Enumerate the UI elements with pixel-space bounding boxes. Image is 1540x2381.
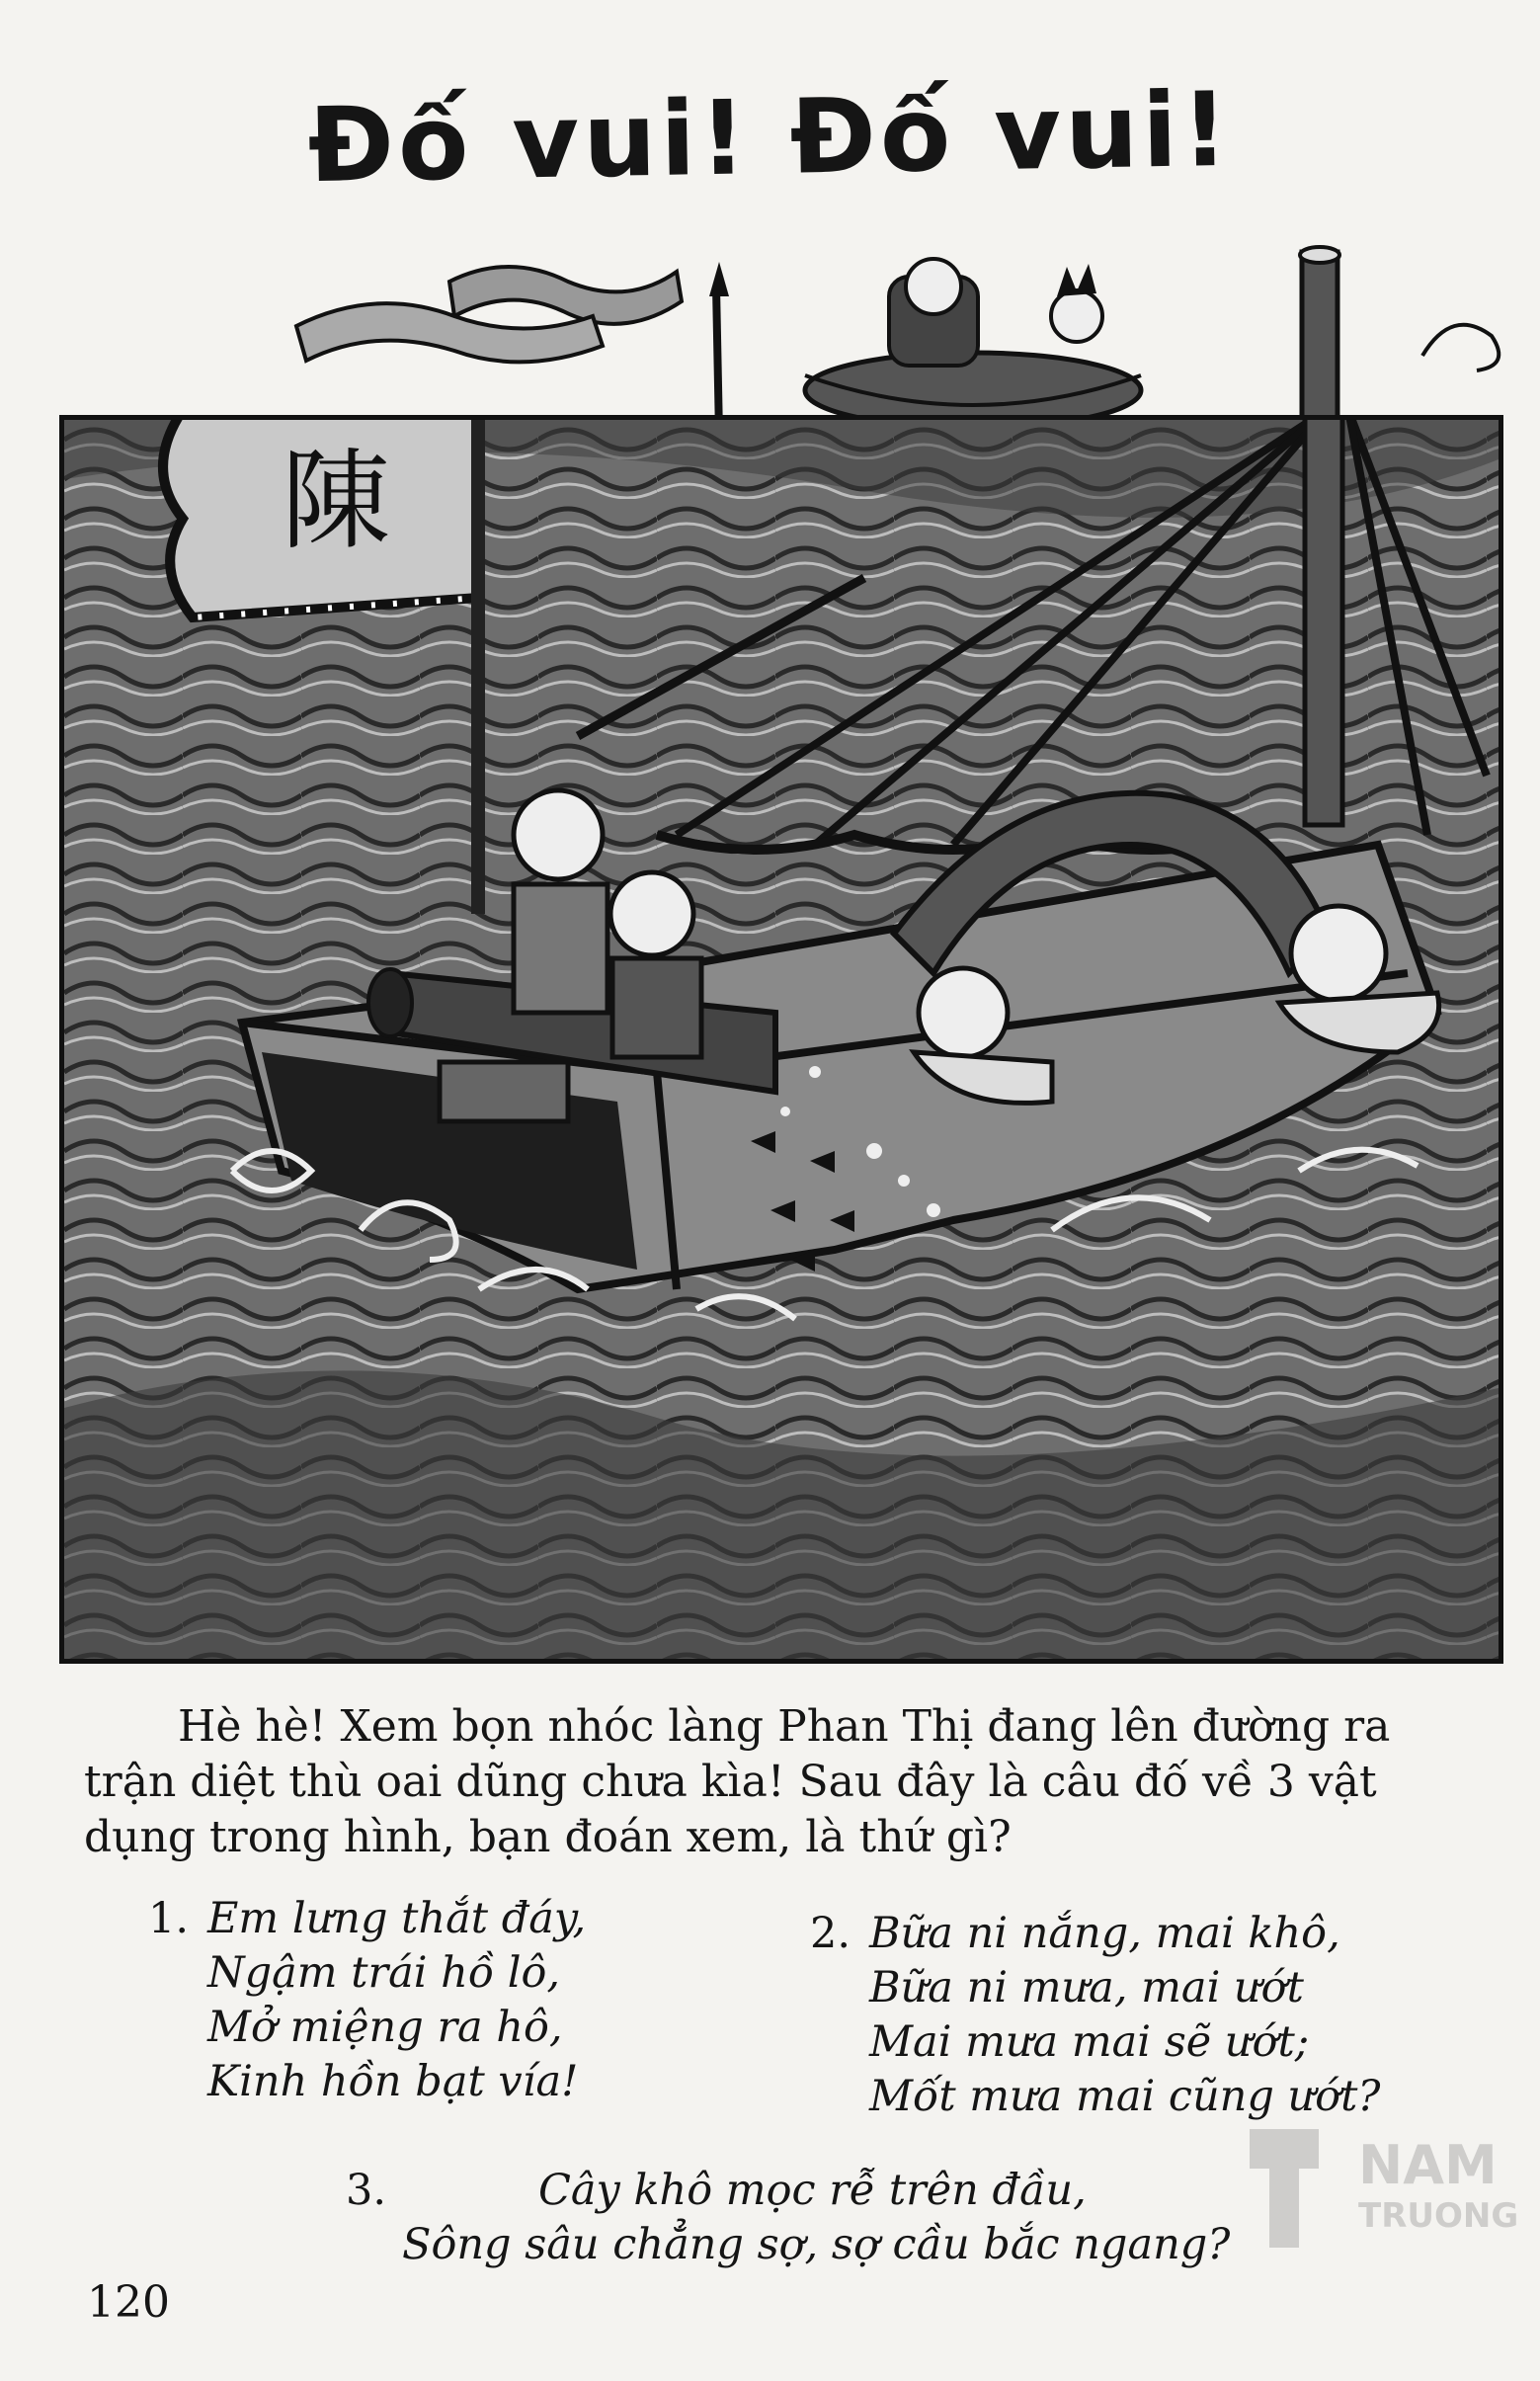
riddle-3 bbox=[346, 2164, 1231, 2272]
riddle-number: 2. bbox=[810, 1909, 851, 1958]
intro-paragraph: Hè hè! Xem bọn nhóc làng Phan Thị đang lên đường ra trận diệt thù oai dũng chưa kìa! Sau đây là câu đố về 3 vật dụng trong hình, bạn đoán xem, là thứ gì? bbox=[84, 1701, 1391, 1862]
riddle-line: Bữa ni nắng, mai khô, bbox=[869, 1909, 1340, 1958]
riddle-line: Kinh hồn bạt vía! bbox=[207, 2057, 579, 2106]
riddle-line: Cây khô mọc rễ trên đầu, bbox=[538, 2166, 1087, 2215]
riddle-line: Bữa ni mưa, mai ướt bbox=[869, 1963, 1304, 2012]
watermark-mascot-icon bbox=[1220, 2109, 1348, 2258]
banner-character: 陳 bbox=[282, 438, 390, 564]
riddle-line: Mốt mưa mai cũng ướt? bbox=[869, 2072, 1381, 2121]
riddle-1 bbox=[148, 1892, 587, 2109]
watermark-line2: TRUONG bbox=[1358, 2196, 1519, 2236]
watermark-line1: NAM bbox=[1358, 2134, 1498, 2196]
illustration-panel bbox=[59, 415, 1503, 1664]
watermark-logo bbox=[1220, 2109, 1519, 2258]
riddle-line: Em lưng thắt đáy, bbox=[207, 1894, 587, 1943]
riddle-line: Mở miệng ra hô, bbox=[207, 2003, 563, 2052]
ship-illustration bbox=[64, 420, 1499, 1659]
riddle-line: Sông sâu chẳng sợ, sợ cầu bắc ngang? bbox=[402, 2220, 1231, 2269]
riddle-line: Mai mưa mai sẽ ướt; bbox=[869, 2017, 1310, 2067]
riddle-number: 3. bbox=[346, 2166, 387, 2215]
riddle-2 bbox=[810, 1907, 1381, 2124]
page-number: 120 bbox=[87, 2277, 170, 2328]
riddle-line: Ngậm trái hồ lô, bbox=[207, 1948, 561, 1998]
illustration-overflow bbox=[0, 0, 1540, 435]
riddle-number: 1. bbox=[148, 1894, 190, 1943]
page-title: Đố vui! Đố vui! bbox=[306, 68, 1234, 206]
